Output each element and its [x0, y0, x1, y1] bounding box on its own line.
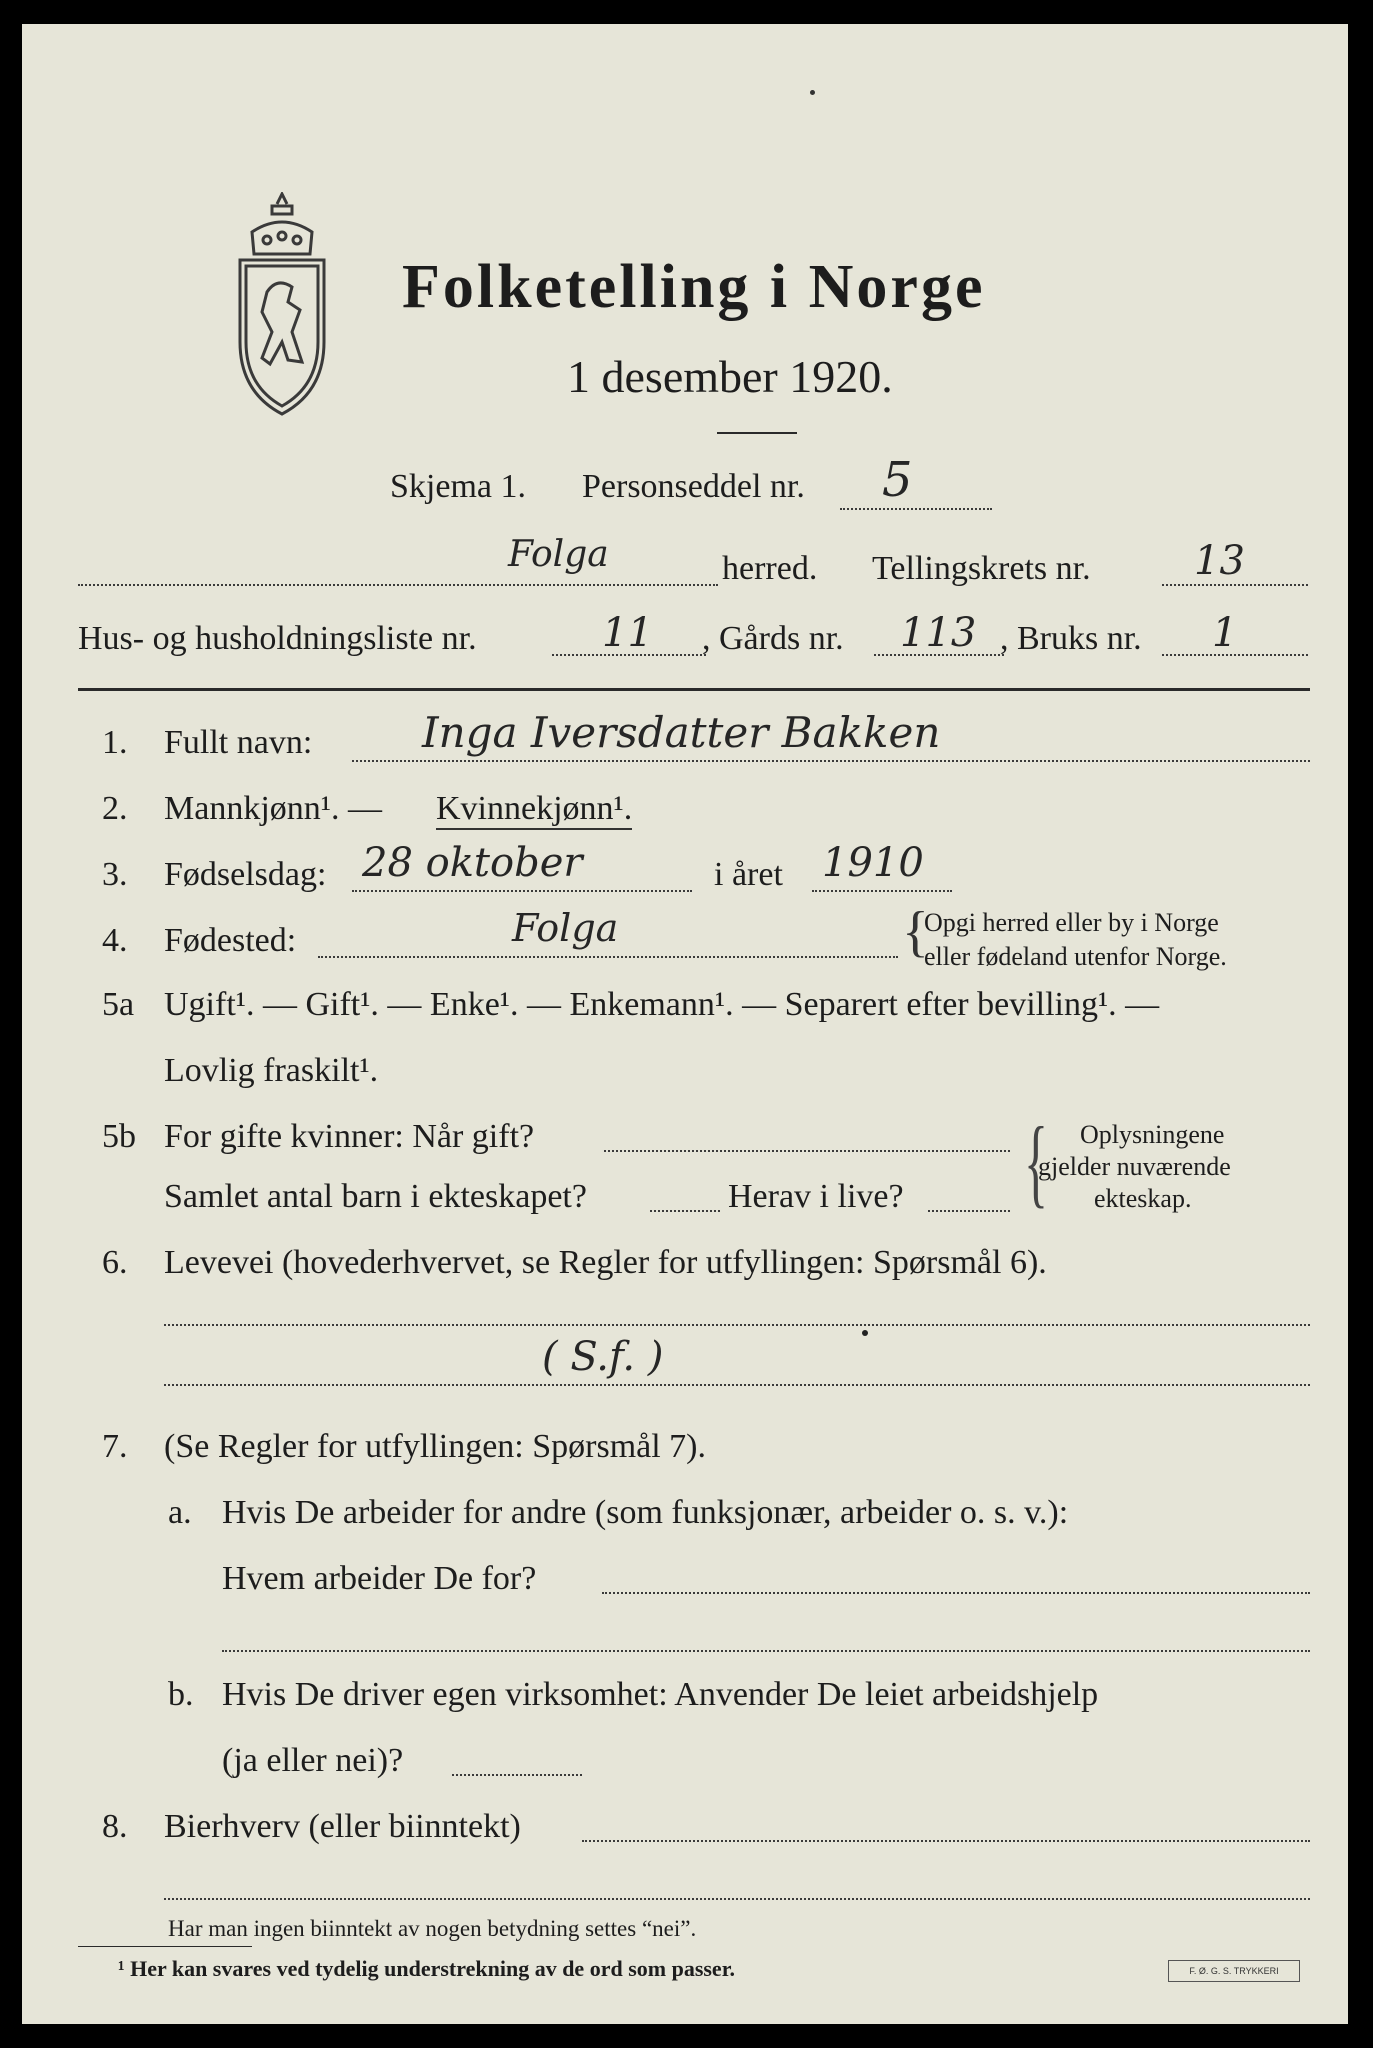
personseddel-field-line — [840, 508, 992, 510]
census-date: 1 desember 1920. — [567, 351, 893, 402]
q5b-alive-field-line — [928, 1210, 1010, 1212]
gards-label: , Gårds nr. — [702, 620, 844, 657]
q1-field-line — [352, 760, 1310, 762]
bruks-label: , Bruks nr. — [1000, 620, 1142, 657]
q6-field-line-2 — [164, 1384, 1310, 1386]
q7b-line2: (ja eller nei)? — [222, 1742, 404, 1779]
q5b-number: 5b — [102, 1118, 136, 1155]
q1-number: 1. — [102, 724, 128, 761]
tellingskrets-field-line — [1162, 584, 1308, 586]
q5b-children-field-line — [650, 1210, 720, 1212]
q8-label: Bierhverv (eller biinntekt) — [164, 1808, 521, 1845]
q5a-line1: Ugift¹. — Gift¹. — Enke¹. — Enkemann¹. — Separert efter bevilling¹. — — [164, 986, 1160, 1023]
bruks-value: 1 — [1212, 610, 1238, 656]
q7a-field-line-2 — [222, 1650, 1310, 1652]
q6-label: Levevei (hovederhvervet, se Regler for utfyllingen: Spørsmål 6). — [164, 1244, 1047, 1281]
tellingskrets-value: 13 — [1194, 538, 1245, 584]
q3-year-label: i året — [714, 856, 783, 893]
q5b-married-field-line — [604, 1150, 1010, 1152]
q3-year-field-line — [812, 890, 952, 892]
q7b-number: b. — [168, 1676, 194, 1713]
q6-number: 6. — [102, 1244, 128, 1281]
herred-field-line — [78, 584, 718, 586]
q4-note-line1: Opgi herred eller by i Norge — [924, 908, 1219, 937]
q7a-field-line-1 — [602, 1592, 1310, 1594]
q5a-number: 5a — [102, 986, 135, 1023]
q5b-note-line1: Oplysningene — [1080, 1120, 1225, 1149]
herred-label: herred. — [722, 550, 818, 587]
printer-stamp: F. Ø. G. S. TRYKKERI — [1168, 1960, 1300, 1982]
census-form-page — [22, 24, 1348, 2024]
q2-number: 2. — [102, 790, 128, 827]
q5b-note-line2: gjelder nuværende — [1038, 1152, 1231, 1181]
q5b-note-brace: { — [1024, 1106, 1048, 1217]
form-title: Folketelling i Norge — [402, 253, 986, 321]
q3-date-field-line — [352, 890, 692, 892]
q8-note: Har man ingen biinntekt av nogen betydning settes “nei”. — [168, 1916, 697, 1941]
q5a-line2: Lovlig fraskilt¹. — [164, 1052, 379, 1089]
q4-number: 4. — [102, 922, 128, 959]
q8-field-line-2 — [164, 1898, 1310, 1900]
personseddel-value: 5 — [882, 452, 913, 508]
q2-kvinnekjonn-underlined: Kvinnekjønn¹. — [436, 790, 632, 830]
ink-dot — [810, 90, 815, 95]
personseddel-label: Personseddel nr. — [582, 468, 805, 505]
q6-field-line-1 — [164, 1324, 1310, 1326]
skjema-label: Skjema 1. — [390, 468, 526, 505]
tellingskrets-label: Tellingskrets nr. — [872, 550, 1091, 587]
q7b-line1: Hvis De driver egen virksomhet: Anvender De leiet arbeidshjelp — [222, 1676, 1099, 1713]
hus-label: Hus- og husholdningsliste nr. — [78, 620, 477, 657]
q1-label: Fullt navn: — [164, 724, 313, 761]
q4-note-brace: { — [902, 901, 929, 963]
q3-date-value: 28 oktober — [362, 840, 583, 886]
q6-value: ( S.f. ) — [542, 1334, 664, 1380]
q5b-line2b: Herav i live? — [728, 1178, 904, 1215]
q3-number: 3. — [102, 856, 128, 893]
q7-label: (Se Regler for utfyllingen: Spørsmål 7). — [164, 1428, 707, 1465]
q7a-line1: Hvis De arbeider for andre (som funksjonær, arbeider o. s. v.): — [222, 1494, 1069, 1531]
q8-field-line-1 — [582, 1840, 1310, 1842]
herred-value: Folga — [508, 534, 609, 575]
norwegian-coat-of-arms-icon — [222, 192, 342, 422]
q2-label: Mannkjønn¹. — — [164, 790, 382, 827]
q7a-line2: Hvem arbeider De for? — [222, 1560, 537, 1597]
hus-value: 11 — [602, 610, 653, 656]
footnote-rule — [78, 1946, 252, 1947]
q3-year-value: 1910 — [822, 840, 924, 886]
q4-field-line — [318, 956, 898, 958]
q7b-field-line — [452, 1774, 582, 1776]
q1-value: Inga Iversdatter Bakken — [422, 708, 941, 757]
q4-value: Folga — [512, 906, 619, 950]
ink-dot — [862, 1330, 868, 1336]
q8-number: 8. — [102, 1808, 128, 1845]
footnote-text: ¹ Her kan svares ved tydelig understrekning av de ord som passer. — [118, 1956, 735, 1981]
q7-number: 7. — [102, 1428, 128, 1465]
q4-note-line2: eller fødeland utenfor Norge. — [924, 942, 1227, 971]
q7a-number: a. — [168, 1494, 192, 1531]
header-separator — [78, 688, 1310, 691]
q5b-line1: For gifte kvinner: Når gift? — [164, 1118, 535, 1155]
q5b-note-line3: ekteskap. — [1094, 1184, 1192, 1213]
q5b-line2: Samlet antal barn i ekteskapet? — [164, 1178, 587, 1215]
gards-value: 113 — [900, 610, 977, 656]
q4-label: Fødested: — [164, 922, 297, 959]
title-divider — [717, 432, 797, 434]
q3-label: Fødselsdag: — [164, 856, 327, 893]
